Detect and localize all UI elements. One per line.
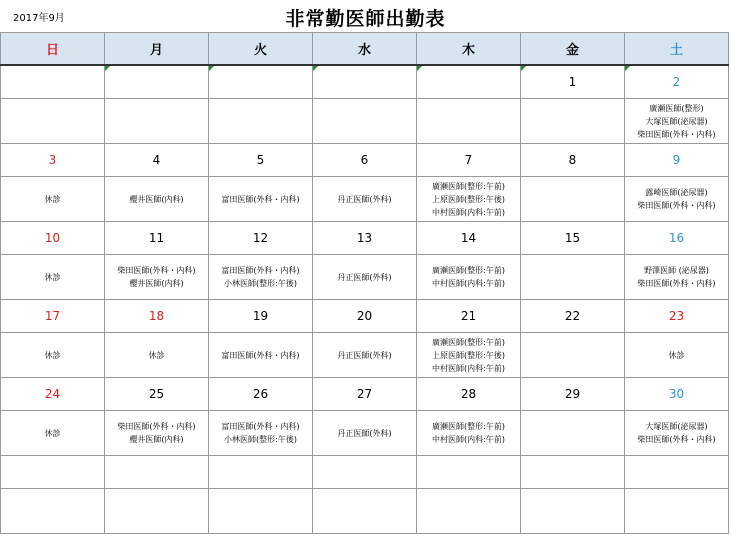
schedule-cell — [209, 99, 313, 144]
day-number: 18 — [148, 309, 165, 323]
schedule-row — [1, 99, 729, 144]
doctor-entry: 野澤医師 (泌尿器) — [644, 266, 709, 275]
date-cell — [521, 144, 625, 177]
day-number: 17 — [44, 309, 61, 323]
comment-marker-icon — [417, 66, 422, 71]
doctor-entry: 廣瀬医師(整形:午前) — [432, 422, 505, 431]
date-cell — [521, 222, 625, 255]
comment-marker-icon — [209, 66, 214, 71]
day-number: 16 — [668, 231, 685, 245]
date-cell — [521, 378, 625, 411]
schedule-row — [1, 489, 729, 534]
schedule-cell — [313, 99, 417, 144]
schedule-cell — [625, 99, 729, 144]
schedule-cell — [1, 489, 105, 534]
date-cell — [1, 222, 105, 255]
date-cell — [209, 144, 313, 177]
doctor-entry: 休診 — [148, 350, 165, 360]
day-number: 24 — [44, 387, 61, 401]
schedule-row — [1, 255, 729, 300]
schedule-cell — [625, 255, 729, 300]
date-cell — [105, 456, 209, 489]
date-cell — [625, 222, 729, 255]
date-cell — [625, 300, 729, 333]
date-cell — [1, 144, 105, 177]
schedule-cell — [105, 411, 209, 456]
doctor-entry: 大塚医師(泌尿器) — [645, 422, 708, 431]
doctor-entry: 小林医師(整形:午後) — [224, 435, 297, 444]
schedule-cell — [1, 99, 105, 144]
date-cell — [417, 456, 521, 489]
doctor-entry: 休診 — [668, 350, 685, 360]
weekday-header-wednesday: 水 — [313, 33, 417, 66]
schedule-cell — [625, 177, 729, 222]
doctor-entry: 柴田医師(外科・内科) — [117, 422, 196, 431]
doctor-entry: 小林医師(整形:午後) — [224, 279, 297, 288]
weekday-header-row — [1, 33, 729, 66]
doctor-entry: 中村医師(内科:午前) — [432, 363, 505, 373]
doctor-entry: 上原医師(整形:午後) — [432, 350, 505, 360]
schedule-cell — [1, 333, 105, 378]
date-cell — [521, 300, 625, 333]
date-cell — [209, 300, 313, 333]
doctor-entry: 柴田医師(外科・内科) — [637, 201, 716, 210]
date-cell — [1, 456, 105, 489]
schedule-row — [1, 333, 729, 378]
date-row — [1, 144, 729, 177]
comment-marker-icon — [313, 66, 318, 71]
day-number: 8 — [568, 153, 577, 167]
weekday-header-monday: 月 — [105, 33, 209, 66]
schedule-cell — [417, 177, 521, 222]
schedule-cell — [625, 489, 729, 534]
doctor-entry: 休診 — [44, 350, 61, 360]
doctor-entry: 廣瀬医師(整形:午前) — [432, 181, 505, 191]
schedule-cell — [521, 255, 625, 300]
day-number: 1 — [568, 75, 577, 89]
doctor-entry: 丹正医師(外科) — [337, 428, 392, 438]
date-cell — [417, 222, 521, 255]
day-number: 9 — [672, 153, 681, 167]
doctor-entry: 大塚医師(泌尿器) — [645, 116, 708, 126]
schedule-cell — [521, 177, 625, 222]
date-cell — [1, 300, 105, 333]
day-number: 27 — [356, 387, 373, 401]
weekday-header-tuesday: 火 — [209, 33, 313, 66]
day-number: 14 — [460, 231, 477, 245]
doctor-entry: 富田医師(外科・内科) — [221, 194, 300, 204]
month-label: 2017年9月 — [13, 13, 65, 24]
date-cell — [209, 456, 313, 489]
day-number: 12 — [252, 231, 269, 245]
doctor-entry: 櫻井医師(内科) — [129, 279, 184, 288]
date-cell — [417, 65, 521, 99]
day-number: 13 — [356, 231, 373, 245]
schedule-cell — [1, 411, 105, 456]
date-cell — [1, 65, 105, 99]
schedule-row — [1, 177, 729, 222]
schedule-cell — [417, 489, 521, 534]
weekday-header-saturday: 土 — [625, 33, 729, 66]
schedule-cell — [417, 333, 521, 378]
weekday-header-friday: 金 — [521, 33, 625, 66]
comment-marker-icon — [105, 66, 110, 71]
date-row — [1, 300, 729, 333]
weekday-header-thursday: 木 — [417, 33, 521, 66]
date-cell — [105, 378, 209, 411]
day-number: 15 — [564, 231, 581, 245]
doctor-entry: 丹正医師(外科) — [337, 194, 392, 204]
schedule-cell — [1, 255, 105, 300]
date-cell — [1, 378, 105, 411]
date-cell — [625, 65, 729, 99]
day-number: 30 — [668, 387, 685, 401]
schedule-cell — [209, 333, 313, 378]
schedule-cell — [313, 411, 417, 456]
date-cell — [417, 300, 521, 333]
date-cell — [313, 222, 417, 255]
date-cell — [521, 65, 625, 99]
doctor-entry: 休診 — [44, 194, 61, 204]
day-number: 3 — [48, 153, 57, 167]
schedule-cell — [105, 255, 209, 300]
day-number: 11 — [148, 231, 165, 245]
doctor-entry: 廣瀬医師(整形) — [649, 103, 704, 113]
schedule-cell — [521, 411, 625, 456]
weekday-header-sunday: 日 — [1, 33, 105, 66]
day-number: 25 — [148, 387, 165, 401]
date-row — [1, 456, 729, 489]
schedule-cell — [521, 333, 625, 378]
date-cell — [105, 300, 209, 333]
schedule-cell — [521, 99, 625, 144]
doctor-entry: 櫻井医師(内科) — [129, 435, 184, 444]
doctor-entry: 富田医師(外科・内科) — [221, 422, 300, 431]
date-cell — [625, 378, 729, 411]
day-number: 19 — [252, 309, 269, 323]
date-cell — [105, 144, 209, 177]
schedule-cell — [313, 255, 417, 300]
day-number: 4 — [152, 153, 161, 167]
schedule-cell — [313, 489, 417, 534]
schedule-cell — [209, 177, 313, 222]
schedule-cell — [625, 333, 729, 378]
doctor-entry: 富田医師(外科・内科) — [221, 350, 300, 360]
doctor-entry: 休診 — [44, 428, 61, 438]
schedule-cell — [1, 177, 105, 222]
schedule-cell — [105, 99, 209, 144]
date-cell — [105, 65, 209, 99]
schedule-cell — [625, 411, 729, 456]
schedule-cell — [105, 177, 209, 222]
date-cell — [313, 378, 417, 411]
date-cell — [313, 300, 417, 333]
schedule-cell — [417, 255, 521, 300]
comment-marker-icon — [625, 66, 630, 71]
page-title: 非常勤医師出勤表 — [285, 8, 446, 30]
comment-marker-icon — [521, 66, 526, 71]
date-cell — [209, 65, 313, 99]
doctor-entry: 上原医師(整形:午後) — [432, 194, 505, 204]
schedule-cell — [105, 489, 209, 534]
doctor-entry: 丹正医師(外科) — [337, 272, 392, 282]
schedule-cell — [417, 411, 521, 456]
day-number: 6 — [360, 153, 369, 167]
doctor-entry: 柴田医師(外科・内科) — [637, 279, 716, 288]
date-cell — [105, 222, 209, 255]
day-number: 26 — [252, 387, 269, 401]
date-cell — [417, 378, 521, 411]
doctor-entry: 中村医師(内科:午前) — [432, 207, 505, 217]
schedule-cell — [209, 489, 313, 534]
schedule-cell — [521, 489, 625, 534]
doctor-entry: 露崎医師(泌尿器) — [645, 188, 708, 197]
doctor-entry: 柴田医師(外科・内科) — [637, 129, 716, 139]
date-cell — [313, 144, 417, 177]
doctor-entry: 中村医師(内科:午前) — [432, 435, 505, 444]
date-cell — [625, 144, 729, 177]
schedule-row — [1, 411, 729, 456]
day-number: 7 — [464, 153, 473, 167]
doctor-entry: 櫻井医師(内科) — [129, 194, 184, 204]
day-number: 21 — [460, 309, 477, 323]
day-number: 20 — [356, 309, 373, 323]
doctor-entry: 廣瀬医師(整形:午前) — [432, 337, 505, 347]
doctor-entry: 柴田医師(外科・内科) — [117, 266, 196, 275]
doctor-entry: 富田医師(外科・内科) — [221, 266, 300, 275]
day-number: 22 — [564, 309, 581, 323]
date-cell — [313, 65, 417, 99]
day-number: 23 — [668, 309, 685, 323]
doctor-entry: 中村医師(内科:午前) — [432, 279, 505, 288]
date-cell — [209, 378, 313, 411]
schedule-cell — [209, 411, 313, 456]
date-row — [1, 65, 729, 99]
date-cell — [521, 456, 625, 489]
doctor-entry: 丹正医師(外科) — [337, 350, 392, 360]
date-row — [1, 378, 729, 411]
day-number: 10 — [44, 231, 61, 245]
day-number: 28 — [460, 387, 477, 401]
day-number: 29 — [564, 387, 581, 401]
schedule-cell — [417, 99, 521, 144]
day-number: 5 — [256, 153, 265, 167]
schedule-cell — [209, 255, 313, 300]
doctor-entry: 廣瀬医師(整形:午前) — [432, 266, 505, 275]
date-row — [1, 222, 729, 255]
date-cell — [417, 144, 521, 177]
schedule-cell — [105, 333, 209, 378]
date-cell — [625, 456, 729, 489]
day-number: 2 — [672, 75, 681, 89]
date-cell — [209, 222, 313, 255]
schedule-cell — [313, 177, 417, 222]
attendance-calendar — [0, 32, 729, 534]
doctor-entry: 柴田医師(外科・内科) — [637, 435, 716, 444]
schedule-cell — [313, 333, 417, 378]
doctor-entry: 休診 — [44, 272, 61, 282]
date-cell — [313, 456, 417, 489]
